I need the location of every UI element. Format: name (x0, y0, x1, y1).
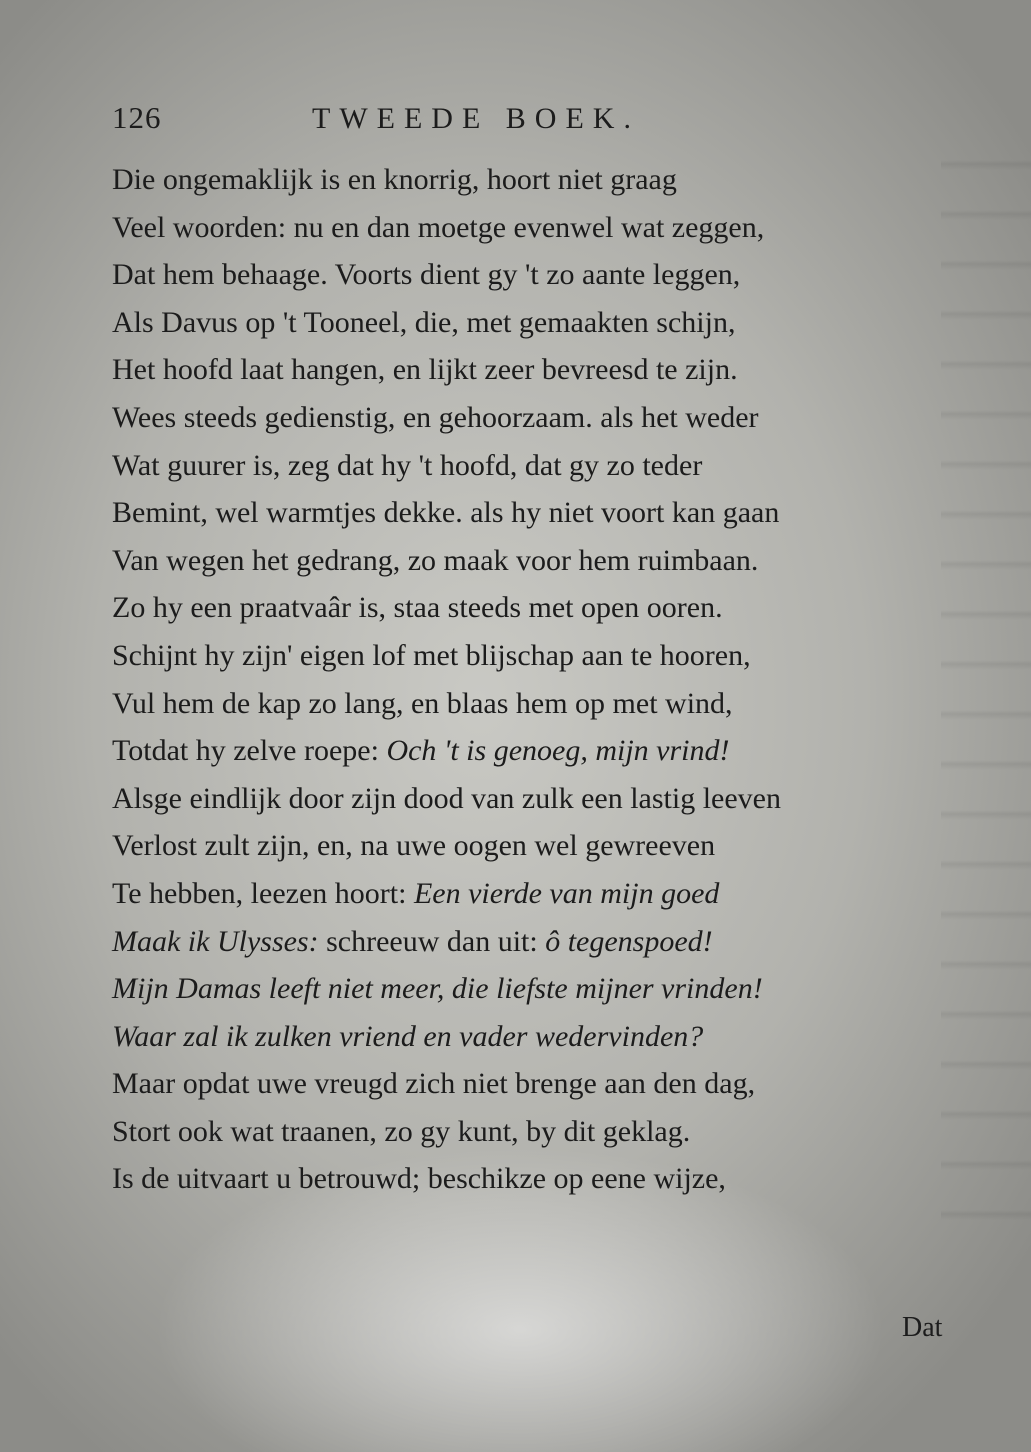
verse-line: Maar opdat uwe vreugd zich niet brenge aan den dag, (112, 1067, 756, 1101)
verse-line: Mijn Damas leeft niet meer, die liefste mijner vrinden! (112, 972, 763, 1006)
verse-line: Wat guurer is, zeg dat hy 't hoofd, dat gy zo teder (112, 448, 703, 482)
verse-line: Is de uitvaart u betrouwd; beschikze op eene wijze, (112, 1162, 726, 1196)
verse-line: Waar zal ik zulken vriend en vader wedervinden? (112, 1019, 704, 1053)
catchword: Dat (902, 1312, 943, 1343)
verse-line: Bemint, wel warmtjes dekke. als hy niet voort kan gaan (112, 496, 780, 530)
verse-line: Stort ook wat traanen, zo gy kunt, by dit geklag. (112, 1114, 691, 1148)
verse-line: Die ongemaklijk is en knorrig, hoort niet graag (112, 163, 677, 196)
bleed-through-shadow (941, 120, 1031, 1220)
verse-line: Wees steeds gedienstig, en gehoorzaam. als het weder (112, 400, 759, 434)
verse-line: Schijnt hy zijn' eigen lof met blijschap aan te hooren, (112, 638, 751, 672)
verse-line: Alsge eindlijk door zijn dood van zulk een lastig leeven (112, 781, 781, 815)
verse-text (112, 156, 942, 1203)
verse-line: Maak ik Ulysses: schreeuw dan uit: ô tegenspoed! (112, 924, 713, 958)
page-header (112, 100, 892, 150)
verse-line: Veel woorden: nu en dan moetge evenwel wat zeggen, (112, 210, 765, 244)
verse-line: Te hebben, leezen hoort: Een vierde van mijn goed (112, 876, 720, 910)
verse-line: Van wegen het gedrang, zo maak voor hem ruimbaan. (112, 543, 759, 577)
page-number: 126 (112, 100, 162, 135)
verse-line: Als Davus op 't Tooneel, die, met gemaakten schijn, (112, 305, 736, 339)
running-head: TWEEDE BOEK. (312, 102, 640, 135)
verse-line: Dat hem behaage. Voorts dient gy 't zo aante leggen, (112, 258, 741, 292)
verse-line: Vul hem de kap zo lang, en blaas hem op met wind, (112, 686, 733, 720)
verse-line: Verlost zult zijn, en, na uwe oogen wel gewreeven (112, 829, 716, 863)
verse-line: Het hoofd laat hangen, en lijkt zeer bevreesd te zijn. (112, 353, 738, 387)
verse-line: Totdat hy zelve roepe: Och 't is genoeg, mijn vrind! (112, 734, 730, 768)
verse-line: Zo hy een praatvaâr is, staa steeds met open ooren. (112, 591, 723, 625)
